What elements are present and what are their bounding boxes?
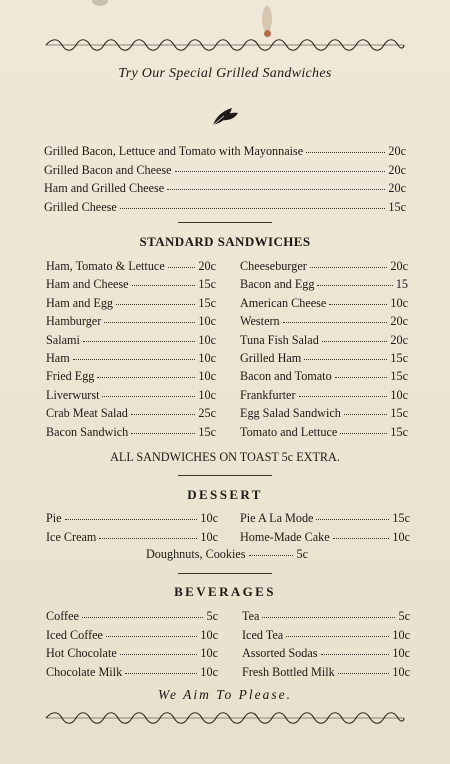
item-price: 10c bbox=[392, 646, 410, 661]
item-name: Coffee bbox=[46, 609, 79, 623]
menu-row bbox=[46, 665, 218, 680]
item-price: 15c bbox=[390, 424, 408, 439]
dot-leader bbox=[73, 359, 196, 360]
menu-row bbox=[240, 388, 408, 403]
item-price: 10c bbox=[392, 529, 410, 544]
item-name: Assorted Sodas bbox=[242, 646, 318, 661]
item-name: Frankfurter bbox=[240, 387, 296, 402]
dot-leader bbox=[286, 636, 389, 637]
item-price: 15c bbox=[390, 406, 408, 421]
item-name: Fried Egg bbox=[46, 369, 95, 384]
dot-leader bbox=[310, 267, 388, 268]
paper-stain bbox=[92, 0, 108, 6]
item-price: 10c bbox=[198, 314, 216, 329]
item-name: Hamburger bbox=[46, 314, 102, 329]
item-name: Home-Made Cake bbox=[240, 529, 330, 544]
menu-row bbox=[240, 406, 408, 421]
item-name: Pie bbox=[46, 511, 62, 525]
header-title: Try Our Special Grilled Sandwiches bbox=[118, 66, 332, 81]
dot-leader bbox=[329, 304, 387, 305]
beverages-heading: BEVERAGES bbox=[174, 584, 276, 599]
menu-row bbox=[46, 314, 216, 329]
item-name: Western bbox=[240, 314, 280, 329]
item-price: 20c bbox=[390, 259, 408, 273]
divider bbox=[178, 475, 272, 476]
dot-leader bbox=[344, 414, 388, 415]
dot-leader bbox=[99, 538, 197, 539]
divider bbox=[178, 573, 272, 574]
paper-stain bbox=[264, 30, 271, 37]
menu-row bbox=[46, 511, 218, 526]
menu-row bbox=[46, 333, 216, 348]
dot-leader bbox=[102, 396, 195, 397]
menu-row bbox=[240, 277, 408, 292]
menu-row bbox=[46, 277, 216, 292]
item-price: 10c bbox=[200, 511, 218, 525]
dot-leader bbox=[316, 519, 389, 520]
item-price: 20c bbox=[198, 259, 216, 273]
item-price: 10c bbox=[392, 664, 410, 679]
item-name: Bacon and Tomato bbox=[240, 369, 332, 384]
divider bbox=[178, 222, 272, 223]
item-name: Ham and Grilled Cheese bbox=[44, 181, 165, 195]
dot-leader bbox=[338, 673, 390, 674]
item-name: Doughnuts, Cookies bbox=[146, 547, 246, 561]
item-name: Hot Chocolate bbox=[46, 646, 117, 661]
item-price: 10c bbox=[198, 387, 216, 402]
item-price: 20c bbox=[390, 314, 408, 329]
dot-leader bbox=[283, 322, 388, 323]
menu-row bbox=[242, 609, 410, 624]
item-price: 10c bbox=[390, 295, 408, 310]
item-name: Liverwurst bbox=[46, 387, 100, 402]
menu-row bbox=[46, 351, 216, 366]
item-price: 10c bbox=[200, 529, 218, 544]
dot-leader bbox=[120, 654, 198, 655]
toast-note: ALL SANDWICHES ON TOAST 5c EXTRA. bbox=[110, 450, 340, 464]
item-price: 15c bbox=[198, 424, 216, 439]
dot-leader bbox=[317, 285, 392, 286]
dot-leader bbox=[333, 538, 390, 539]
menu-row bbox=[44, 144, 406, 159]
item-price: 15c bbox=[388, 199, 406, 214]
item-price: 10c bbox=[200, 646, 218, 661]
item-price: 5c bbox=[296, 547, 308, 561]
menu-row bbox=[240, 351, 408, 366]
item-price: 10c bbox=[200, 664, 218, 679]
menu-row bbox=[146, 547, 308, 562]
dot-leader bbox=[104, 322, 195, 323]
item-price: 10c bbox=[198, 369, 216, 384]
item-price: 20c bbox=[390, 332, 408, 347]
item-name: Ice Cream bbox=[46, 529, 97, 544]
dot-leader bbox=[131, 433, 195, 434]
item-name: Crab Meat Salad bbox=[46, 406, 128, 421]
item-name: Tomato and Lettuce bbox=[240, 424, 338, 439]
dot-leader bbox=[175, 171, 386, 172]
menu-row bbox=[46, 296, 216, 311]
menu-row bbox=[242, 628, 410, 643]
menu-row bbox=[46, 388, 216, 403]
menu-row bbox=[46, 425, 216, 440]
item-name: Ham and Cheese bbox=[46, 277, 129, 292]
dot-leader bbox=[97, 377, 195, 378]
menu-row bbox=[46, 628, 218, 643]
item-price: 15c bbox=[198, 295, 216, 310]
dot-leader bbox=[106, 636, 197, 637]
dot-leader bbox=[335, 377, 388, 378]
menu-row bbox=[240, 259, 408, 274]
item-name: Bacon and Egg bbox=[240, 277, 315, 292]
item-name: Tuna Fish Salad bbox=[240, 332, 319, 347]
bottom-ornament-border bbox=[44, 711, 406, 725]
menu-row bbox=[46, 530, 218, 545]
dot-leader bbox=[168, 267, 196, 268]
item-price: 20c bbox=[388, 162, 406, 177]
item-price: 25c bbox=[198, 406, 216, 421]
paper-stain bbox=[262, 6, 272, 32]
item-name: Chocolate Milk bbox=[46, 664, 123, 679]
item-name: Salami bbox=[46, 332, 80, 347]
dot-leader bbox=[83, 341, 196, 342]
menu-row bbox=[240, 511, 410, 526]
dessert-heading: DESSERT bbox=[187, 487, 263, 502]
item-name: Bacon Sandwich bbox=[46, 424, 129, 439]
menu-row bbox=[46, 609, 218, 624]
item-price: 15c bbox=[390, 351, 408, 365]
menu-row bbox=[44, 200, 406, 215]
dot-leader bbox=[65, 519, 198, 520]
item-price: 15c bbox=[390, 369, 408, 384]
menu-row bbox=[46, 646, 218, 661]
menu-row bbox=[46, 369, 216, 384]
item-name: Iced Coffee bbox=[46, 627, 103, 642]
item-price: 5c bbox=[398, 609, 410, 623]
menu-row bbox=[240, 369, 408, 384]
menu-row bbox=[242, 646, 410, 661]
item-price: 15c bbox=[392, 511, 410, 525]
menu-row bbox=[44, 163, 406, 178]
menu-row bbox=[240, 296, 408, 311]
item-name: Grilled Bacon and Cheese bbox=[44, 162, 172, 177]
dot-leader bbox=[249, 555, 294, 556]
item-price: 5c bbox=[206, 609, 218, 623]
item-name: Cheeseburger bbox=[240, 259, 307, 273]
menu-row bbox=[240, 530, 410, 545]
top-ornament-border bbox=[44, 38, 406, 52]
item-name: Ham, Tomato & Lettuce bbox=[46, 259, 165, 273]
item-name: Grilled Ham bbox=[240, 351, 302, 365]
dot-leader bbox=[340, 433, 387, 434]
dot-leader bbox=[131, 414, 195, 415]
menu-row bbox=[46, 259, 216, 274]
dot-leader bbox=[116, 304, 195, 305]
item-price: 10c bbox=[392, 627, 410, 642]
dot-leader bbox=[321, 654, 390, 655]
dot-leader bbox=[304, 359, 387, 360]
item-name: American Cheese bbox=[240, 295, 327, 310]
item-price: 20c bbox=[388, 181, 406, 195]
menu-row bbox=[242, 665, 410, 680]
item-price: 10c bbox=[200, 627, 218, 642]
item-price: 20c bbox=[388, 144, 406, 158]
dot-leader bbox=[306, 152, 385, 153]
item-price: 15 bbox=[395, 277, 408, 292]
dot-leader bbox=[167, 189, 385, 190]
menu-row bbox=[240, 314, 408, 329]
dot-leader bbox=[125, 673, 197, 674]
leaf-icon bbox=[210, 105, 240, 127]
standard-heading: STANDARD SANDWICHES bbox=[139, 234, 311, 249]
item-name: Grilled Bacon, Lettuce and Tomato with Mayonnaise bbox=[44, 144, 304, 158]
item-name: Grilled Cheese bbox=[44, 199, 117, 214]
dot-leader bbox=[262, 617, 395, 618]
footer-slogan: We Aim To Please. bbox=[157, 687, 292, 702]
dot-leader bbox=[322, 341, 388, 342]
item-name: Egg Salad Sandwich bbox=[240, 406, 341, 421]
menu-row bbox=[46, 406, 216, 421]
dot-leader bbox=[132, 285, 196, 286]
menu-row bbox=[240, 333, 408, 348]
dot-leader bbox=[120, 208, 386, 209]
item-name: Tea bbox=[242, 609, 260, 623]
item-name: Ham bbox=[46, 351, 70, 365]
item-price: 10c bbox=[198, 351, 216, 365]
item-name: Fresh Bottled Milk bbox=[242, 664, 335, 679]
item-name: Pie A La Mode bbox=[240, 511, 314, 525]
dot-leader bbox=[299, 396, 388, 397]
item-price: 10c bbox=[198, 332, 216, 347]
dot-leader bbox=[82, 617, 204, 618]
item-name: Ham and Egg bbox=[46, 295, 114, 310]
menu-row bbox=[240, 425, 408, 440]
item-price: 15c bbox=[198, 277, 216, 292]
menu-row bbox=[44, 181, 406, 196]
item-name: Iced Tea bbox=[242, 627, 284, 642]
item-price: 10c bbox=[390, 387, 408, 402]
